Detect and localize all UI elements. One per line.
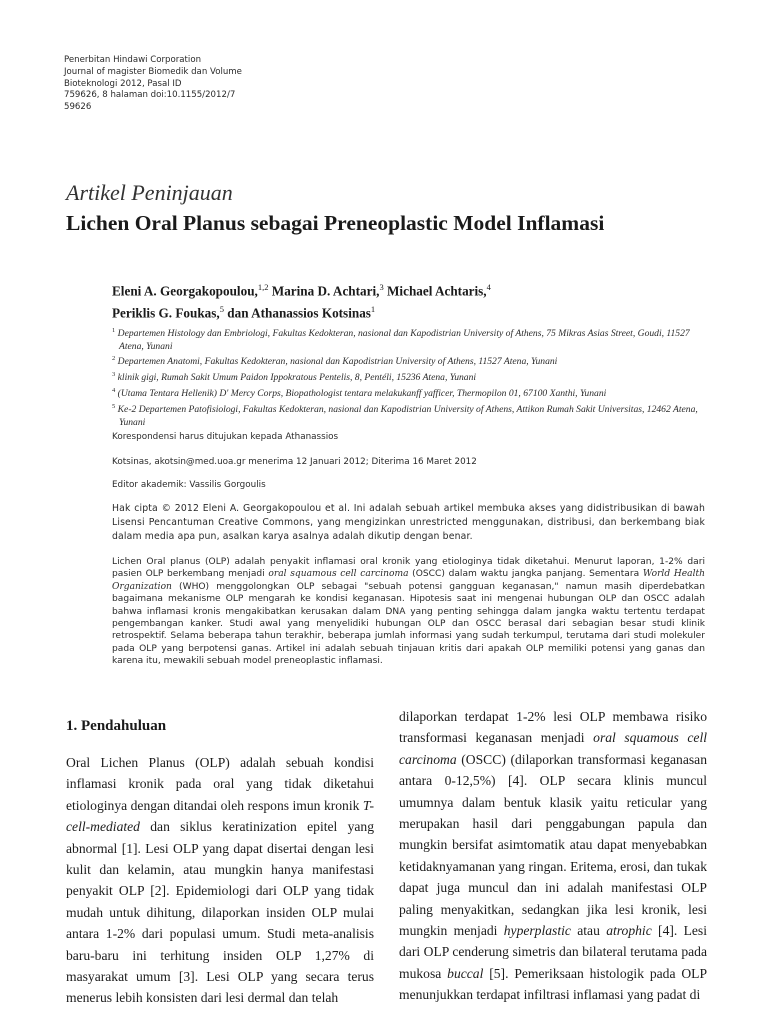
- abstract-text: Lichen Oral planus (OLP) adalah penyakit inflamasi oral kronik yang etiologinya tidak diketahui. Menurut laporan, 1-2% dari pasien OLP berkembang menjadi: [112, 557, 705, 580]
- affiliation-sup: 2: [112, 355, 116, 363]
- affiliation-sup: 3: [112, 371, 116, 379]
- body-text: dan siklus keratinization epitel yang abnormal [1]. Lesi OLP yang dapat disertai dengan lesi kulit dan kelamin, atau mungkin hanya manifestasi penyakit OLP [2]. Epidemiologi dari OLP yang tidak mudah untuk dihitung, dilaporkan insiden OLP mulai antara 1-2% dari populasi umum. Studi meta-analisis baru-baru ini terhitung insiden OLP 1,27% di masyarakat umum [3]. Lesi OLP yang secara terus menerus lebih konsisten dari lesi dermal dan telah: [66, 819, 374, 1006]
- received-accepted-dates: Kotsinas, akotsin@med.uoa.gr menerima 12 Januari 2012; Diterima 16 Maret 2012: [112, 457, 477, 467]
- affiliation-item: [112, 353, 712, 369]
- body-italic: T-cell-mediated: [66, 797, 374, 835]
- abstract-italic: oral squamous cell carcinoma: [268, 569, 409, 580]
- affiliation-sup: 1: [112, 327, 116, 334]
- body-text: Oral Lichen Planus (OLP) adalah sebuah kondisi inflamasi kronik pada oral yang tidak diketahui etiologinya dengan ditandai oleh respons imun kronik: [66, 755, 374, 813]
- body-column-left: [66, 752, 374, 1009]
- publisher-info: [64, 55, 284, 114]
- publisher-line: Penerbitan Hindawi Corporation: [64, 55, 202, 65]
- affiliation-item: [112, 325, 712, 353]
- author-name: Marina D. Achtari,: [268, 283, 380, 299]
- body-italic: buccal: [447, 965, 484, 981]
- affiliation-sup: 5: [112, 402, 116, 410]
- body-text: (OSCC) (dilaporkan transformasi keganasan antara 0-12,5%) [4]. OLP secara klinis muncul umumnya dalam bentuk klasik yaitu reticular yang merupakan hasil dari penggabungan papula dan mungkin bersifat asimtomatik atau dapat menyebabkan ketidaknyamanan yang ringan. Eritema, erosi, dan tukak dapat juga muncul dan ini adalah manifestasi OLP paling menyakitkan, sedangkan jika lesi kronik, lesi mungkin menjadi: [399, 751, 707, 939]
- copyright-notice: Hak cipta © 2012 Eleni A. Georgakopoulou et al. Ini adalah sebuah artikel membuka akses yang didistribusikan di bawah Lisensi Pencantuman Creative Commons, yang mengizinkan unrestricted menggunakan, distribusi, dan berkembang biak dalam media apa pun, asalkan karya asalnya adalah dikutip dengan benar.: [112, 503, 705, 542]
- affiliation-text: Departemen Anatomi, Fakultas Kedokteran, nasional dan Kapodistrian University of Athens, 11527 Atena, Yunani: [117, 356, 558, 368]
- body-italic: hyperplastic: [503, 923, 571, 939]
- publisher-line: Journal of magister Biomedik dan Volume: [64, 66, 242, 77]
- body-paragraph: [399, 706, 707, 1006]
- affiliation-item: [112, 385, 712, 401]
- article-title: Lichen Oral Planus sebagai Preneoplastic Model Inflamasi: [66, 211, 605, 235]
- affiliation-item: [112, 369, 712, 385]
- publisher-line: 59626: [64, 102, 92, 113]
- affiliation-text: Ke-2 Departemen Patofisiologi, Fakultas Kedokteran, nasional dan Kapodistrian University of Athens, Attikon Rumah Sakit Universitas, 12462 Atena, Yunani: [117, 403, 698, 428]
- affiliations: [112, 325, 712, 429]
- author-name: dan Athanassios Kotsinas: [223, 305, 371, 321]
- body-paragraph: [66, 752, 374, 1009]
- body-italic: atrophic: [606, 923, 652, 939]
- affiliation-text: klinik gigi, Rumah Sakit Umum Paidon Ippokratous Pentelis, 8, Pentéli, 15236 Atena, Yunani: [117, 372, 477, 384]
- abstract-text: (WHO) menggolongkan OLP sebagai "sebuah potensi gangguan keganasan," namun masih diperdebatkan bagaimana mekanisme OLP mengarah ke kondisi keganasan. Hipotesis saat ini mengenai hubungan OLP dan OSCC adalah bahwa inflamasi kronis mengakibatkan kerusakan dalam DNA yang penting sehingga dalam jangka waktu tertentu terdapat pengembangan kanker. Studi awal yang menyelidiki hubungan OLP dan OSCC berasal dari sebagian besar studi klinik retrospektif. Selama beberapa tahun terakhir, beberapa jumlah informasi yang sudah terkumpul, terutama dari studi molekuler pada OLP yang berpotensi ganas. Artikel ini adalah sebuah tinjauan kritis dari apakah OLP memiliki potensi yang ganas dan karena itu, mewakili sebuah model preneoplastic inflamasi.: [112, 581, 705, 667]
- affiliation-text: (Utama Tentara Hellenik) D' Mercy Corps, Biopathologist tentara melakukanff yafficer, Thermopilon 01, 67100 Xanthi, Yunani: [117, 388, 607, 400]
- author-name: Michael Achtaris,: [383, 283, 487, 299]
- academic-editor: Editor akademik: Vassilis Gorgoulis: [112, 480, 266, 490]
- author-sup: 3: [379, 282, 384, 292]
- section-heading: 1. Pendahuluan: [66, 718, 167, 734]
- article-type: Artikel Peninjauan: [66, 180, 233, 205]
- publisher-line: Bioteknologi 2012, Pasal ID: [64, 78, 182, 89]
- abstract: [112, 556, 705, 668]
- author-name: Periklis G. Foukas,: [112, 305, 220, 321]
- body-italic: oral squamous cell carcinoma: [399, 730, 707, 767]
- author-name: Eleni A. Georgakopoulou,: [112, 283, 258, 299]
- correspondence-note: Korespondensi harus ditujukan kepada Athanassios: [112, 432, 339, 442]
- publisher-line: 759626, 8 halaman doi:10.1155/2012/7: [64, 90, 236, 101]
- affiliation-item: [112, 401, 712, 429]
- body-text: atau: [570, 923, 607, 939]
- body-text: [4]. Lesi dari OLP cenderung simetris dan bilateral terutama pada mukosa: [399, 923, 708, 981]
- abstract-italic: World Health Organization: [112, 569, 705, 592]
- body-text: [5]. Pemeriksaan histologik pada OLP menunjukkan terdapat infiltrasi inflamasi yang padat di: [399, 965, 708, 1003]
- author-sup: 4: [486, 282, 491, 292]
- author-sup: 1: [370, 304, 376, 315]
- affiliation-text: Departemen Histology dan Embriologi, Fakultas Kedokteran, nasional dan Kapodistrian University of Athens, 75 Mikras Asias Street, Goudi, 11527 Atena, Yunani: [117, 328, 690, 352]
- author-list: [112, 278, 532, 323]
- body-text: dilaporkan terdapat 1-2% lesi OLP membawa risiko transformasi keganasan menjadi: [399, 709, 707, 746]
- author-sup: 5: [219, 304, 224, 315]
- body-column-right: [399, 706, 707, 1006]
- author-sup: 1,2: [257, 282, 269, 292]
- affiliation-sup: 4: [112, 386, 116, 394]
- abstract-text: (OSCC) dalam waktu jangka panjang. Sementara: [408, 569, 643, 580]
